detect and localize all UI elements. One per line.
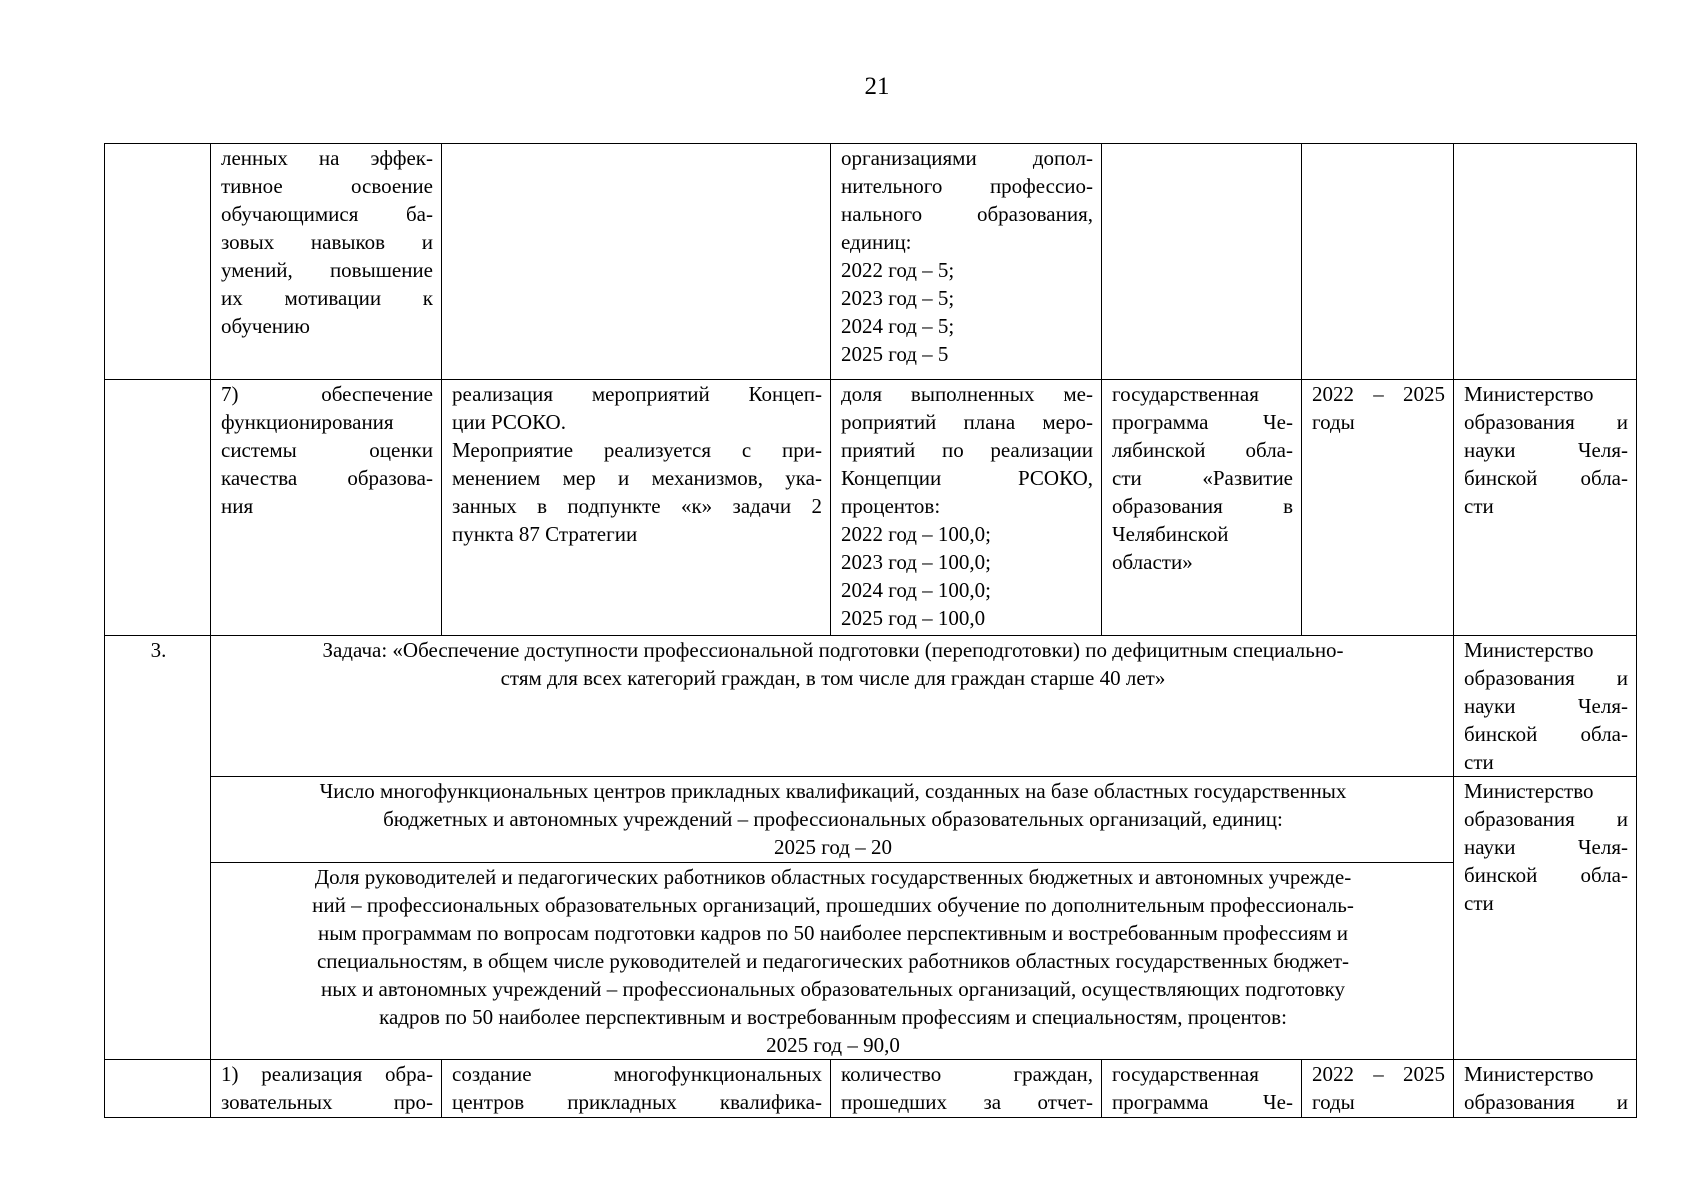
indicator-line: 2023 год – 100,0; <box>841 550 992 574</box>
goal-line: умений, повышение <box>221 258 433 282</box>
goal-line: 1) реализация обра- <box>221 1062 433 1086</box>
task-cell <box>211 636 1454 777</box>
program-line: образования в <box>1112 494 1293 518</box>
indicator-line: роприятий плана меро- <box>841 410 1093 434</box>
indicator-line: 2025 год – 100,0 <box>841 606 986 630</box>
responsible-line: науки Челя- <box>1464 438 1628 462</box>
goal-line: ленных на эффек- <box>221 146 433 170</box>
measure-line: создание многофункциональных <box>452 1062 822 1086</box>
number-cell <box>105 144 211 380</box>
indicator-line: 2025 год – 90,0 <box>766 1033 900 1057</box>
goal-cell <box>211 144 442 380</box>
measure-line: менением мер и механизмов, ука- <box>452 466 822 490</box>
responsible-line: образования и <box>1464 1090 1628 1114</box>
measure-line: занных в подпункте «к» задачи 2 <box>452 494 822 518</box>
indicator-line: специальностям, в общем числе руководителей и педагогических работников областных государственных бюджет- <box>316 949 1349 973</box>
table-row <box>105 636 1637 777</box>
responsible-line: бинской обла- <box>1464 863 1628 887</box>
program-line: государственная <box>1112 1062 1259 1086</box>
indicator-line: 2024 год – 5; <box>841 314 955 338</box>
measure-cell <box>442 1060 831 1118</box>
indicator-line: Концепции РСОКО, <box>841 466 1093 490</box>
program-line: Челябинской <box>1112 522 1229 546</box>
page-number: 21 <box>864 73 890 100</box>
indicator-line: бюджетных и автономных учреждений – профессиональных образовательных организаций, единиц: <box>383 807 1283 831</box>
responsible-line: Министерство <box>1464 382 1594 406</box>
goal-line: качества образова- <box>221 466 433 490</box>
indicator-line: процентов: <box>841 494 941 518</box>
table-row <box>105 144 1637 380</box>
indicator-line: количество граждан, <box>841 1062 1093 1086</box>
responsible-line: Министерство <box>1464 638 1594 662</box>
measure-cell <box>442 144 831 380</box>
responsible-line: бинской обла- <box>1464 466 1628 490</box>
indicator-line: нального образования, <box>841 202 1093 226</box>
measure-line: Мероприятие реализуется с при- <box>452 438 822 462</box>
period-line: 2022 – 2025 <box>1312 382 1445 406</box>
task-number: 3. <box>150 638 167 662</box>
indicator-line: Число многофункциональных центров прикладных квалификаций, созданных на базе областных государственных <box>319 779 1347 803</box>
goal-cell <box>211 1060 442 1118</box>
indicator-cell <box>831 1060 1102 1118</box>
responsible-line: образования и <box>1464 666 1628 690</box>
indicator-line: 2023 год – 5; <box>841 286 955 310</box>
period-cell <box>1302 1060 1454 1118</box>
responsible-line: науки Челя- <box>1464 694 1628 718</box>
goal-line: обучающимися ба- <box>221 202 433 226</box>
period-line: годы <box>1312 410 1355 434</box>
program-cell <box>1102 380 1302 636</box>
goal-line: 7) обеспечение <box>221 382 433 406</box>
program-cell <box>1102 1060 1302 1118</box>
responsible-line: науки Челя- <box>1464 835 1628 859</box>
measure-line: пункта 87 Стратегии <box>452 522 638 546</box>
indicator-line: 2024 год – 100,0; <box>841 578 992 602</box>
period-line: годы <box>1312 1090 1355 1114</box>
task-line: стям для всех категорий граждан, в том числе для граждан старше 40 лет» <box>500 666 1166 690</box>
responsible-cell <box>1454 1060 1637 1118</box>
indicator-line: 2022 год – 100,0; <box>841 522 992 546</box>
responsible-line: образования и <box>1464 410 1628 434</box>
table-row <box>105 1060 1637 1118</box>
indicator-line: прошедших за отчет- <box>841 1090 1093 1114</box>
goal-line: ния <box>221 494 254 518</box>
responsible-line: Министерство <box>1464 779 1594 803</box>
responsible-line: сти <box>1464 750 1494 774</box>
number-cell <box>105 1060 211 1118</box>
indicator-cell <box>211 777 1454 863</box>
table-row <box>105 777 1637 863</box>
indicator-cell <box>211 863 1454 1060</box>
number-cell <box>105 636 211 1060</box>
responsible-cell <box>1454 380 1637 636</box>
indicator-cell <box>831 380 1102 636</box>
program-line: сти «Развитие <box>1112 466 1293 490</box>
table-row <box>105 863 1637 1060</box>
indicator-line: ных и автономных учреждений – профессиональных образовательных организаций, осуществляющих подготовку <box>320 977 1346 1001</box>
program-line: государственная <box>1112 382 1259 406</box>
program-cell <box>1102 144 1302 380</box>
measure-line: центров прикладных квалифика- <box>452 1090 822 1114</box>
indicator-line: организациями допол- <box>841 146 1093 170</box>
indicator-line: ний – профессиональных образовательных организаций, прошедших обучение по дополнительным профессиональ- <box>312 893 1354 917</box>
indicator-line: нительного профессио- <box>841 174 1093 198</box>
goal-line: зовательных про- <box>221 1090 433 1114</box>
program-line: программа Че- <box>1112 410 1293 434</box>
table-row <box>105 380 1637 636</box>
period-cell <box>1302 144 1454 380</box>
goal-line: тивное освоение <box>221 174 433 198</box>
measure-line: ции РСОКО. <box>452 410 566 434</box>
indicator-line: доля выполненных ме- <box>841 382 1093 406</box>
goal-cell <box>211 380 442 636</box>
goal-line: системы оценки <box>221 438 433 462</box>
program-line: области» <box>1112 550 1193 574</box>
indicator-line: ным программам по вопросам подготовки кадров по 50 наиболее перспективным и востребованным профессиям и <box>317 921 1349 945</box>
indicator-line: 2025 год – 20 <box>774 835 892 859</box>
indicator-line: 2025 год – 5 <box>841 342 949 366</box>
number-cell <box>105 380 211 636</box>
measure-cell <box>442 380 831 636</box>
responsible-cell <box>1454 144 1637 380</box>
responsible-line: бинской обла- <box>1464 722 1628 746</box>
goal-line: зовых навыков и <box>221 230 433 254</box>
goal-line: функционирования <box>221 410 394 434</box>
responsible-line: Министерство <box>1464 1062 1594 1086</box>
indicator-line: 2022 год – 5; <box>841 258 955 282</box>
program-line: лябинской обла- <box>1112 438 1293 462</box>
responsible-line: образования и <box>1464 807 1628 831</box>
measures-table <box>104 143 1637 1118</box>
program-line: программа Че- <box>1112 1090 1293 1114</box>
indicator-cell <box>831 144 1102 380</box>
responsible-cell <box>1454 636 1637 777</box>
indicator-line: Доля руководителей и педагогических работников областных государственных бюджетных и автономных учрежде- <box>314 865 1352 889</box>
responsible-line: сти <box>1464 891 1494 915</box>
goal-line: обучению <box>221 314 310 338</box>
indicator-line: единиц: <box>841 230 912 254</box>
responsible-line: сти <box>1464 494 1494 518</box>
responsible-cell <box>1454 777 1637 1060</box>
indicator-line: приятий по реализации <box>841 438 1093 462</box>
period-line: 2022 – 2025 <box>1312 1062 1445 1086</box>
period-cell <box>1302 380 1454 636</box>
indicator-line: кадров по 50 наиболее перспективным и востребованным профессиям и специальностям, процентов: <box>379 1005 1287 1029</box>
task-line: Задача: «Обеспечение доступности профессиональной подготовки (переподготовки) по дефицитным специально- <box>322 638 1344 662</box>
measure-line: реализация мероприятий Концеп- <box>452 382 822 406</box>
goal-line: их мотивации к <box>221 286 433 310</box>
